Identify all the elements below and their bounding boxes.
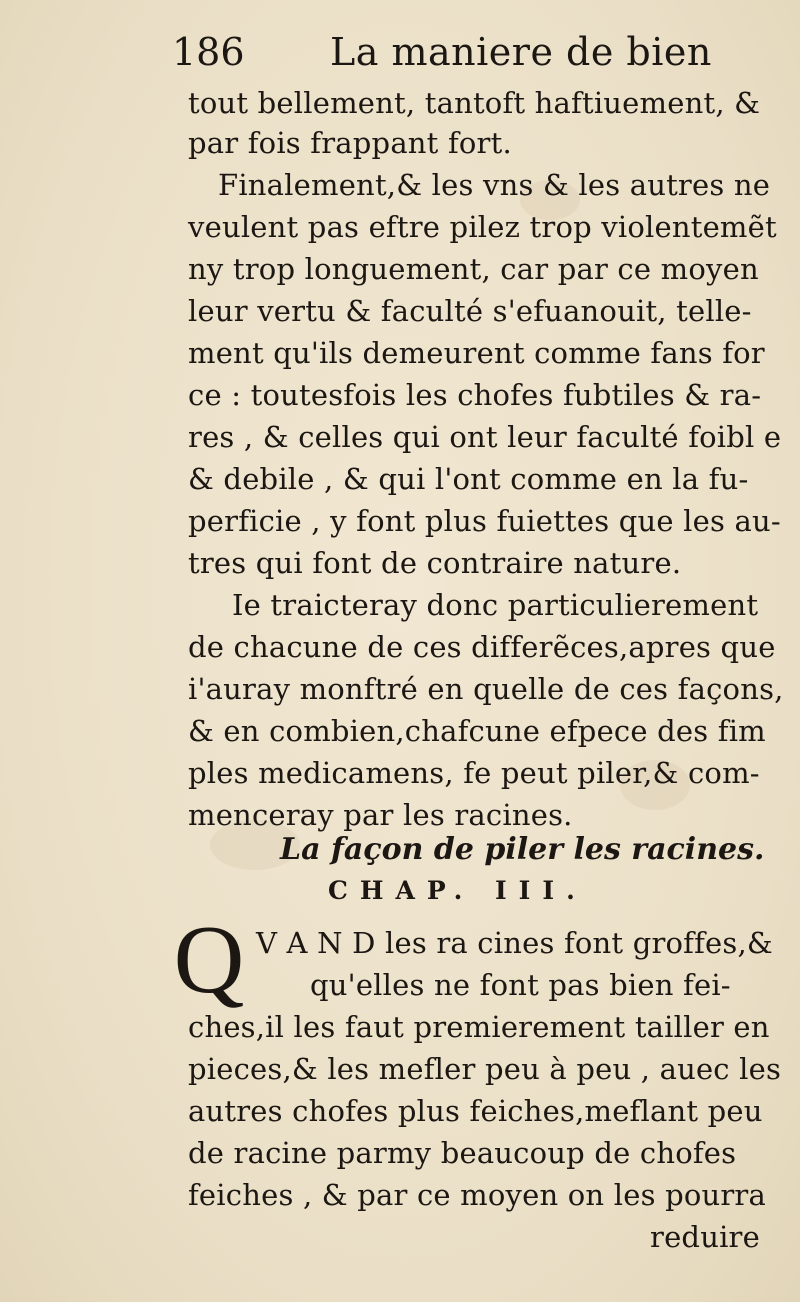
text-line: & debile , & qui l'ont comme en la fu-	[188, 462, 749, 496]
drop-cap: Q	[173, 906, 245, 1014]
chapter-heading: CHAP. III.	[328, 876, 587, 905]
text-line: Finalement,& les vns & les autres ne	[218, 168, 771, 202]
page-number: 186	[172, 30, 245, 74]
text-line: ny trop longuement, car par ce moyen	[188, 252, 759, 286]
text-line: reduire	[650, 1220, 760, 1254]
text-line: res , & celles qui ont leur faculté foibl e	[188, 420, 782, 454]
running-title: La maniere de bien	[330, 30, 712, 74]
text-line: par fois frappant fort.	[188, 126, 512, 160]
text-line: ples medicamens, fe peut piler,& com-	[188, 756, 760, 790]
text-line: V A N D les ra cines font groffes,&	[256, 926, 773, 960]
text-line: autres chofes plus feiches,meflant peu	[188, 1094, 763, 1128]
text-line: ches,il les faut premierement tailler en	[188, 1010, 770, 1044]
text-line: ce : toutesfois les chofes fubtiles & ra-	[188, 378, 762, 412]
text-line: de chacune de ces differẽces,apres que	[188, 630, 776, 664]
text-line: tres qui font de contraire nature.	[188, 546, 682, 580]
text-line: pieces,& les mefler peu à peu , auec les	[188, 1052, 782, 1086]
text-line: veulent pas eftre pilez trop violentemẽt	[188, 210, 777, 244]
text-line: ment qu'ils demeurent comme fans for	[188, 336, 765, 370]
text-line: tout bellement, tantoft haftiuement, &	[188, 86, 761, 120]
text-line: i'auray monftré en quelle de ces façons,	[188, 672, 784, 706]
text-line: Ie traicteray donc particulierement	[232, 588, 759, 622]
section-title: La façon de piler les racines.	[280, 832, 765, 867]
text-line: menceray par les racines.	[188, 798, 573, 832]
text-line: feiches , & par ce moyen on les pourra	[188, 1178, 766, 1212]
text-line: & en combien,chafcune efpece des fim	[188, 714, 766, 748]
text-line: de racine parmy beaucoup de chofes	[188, 1136, 737, 1170]
text-line: qu'elles ne font pas bien fei-	[310, 968, 731, 1002]
page-header	[172, 22, 732, 82]
text-line: leur vertu & faculté s'efuanouit, telle-	[188, 294, 752, 328]
text-line: perficie , y font plus fuiettes que les au-	[188, 504, 781, 538]
